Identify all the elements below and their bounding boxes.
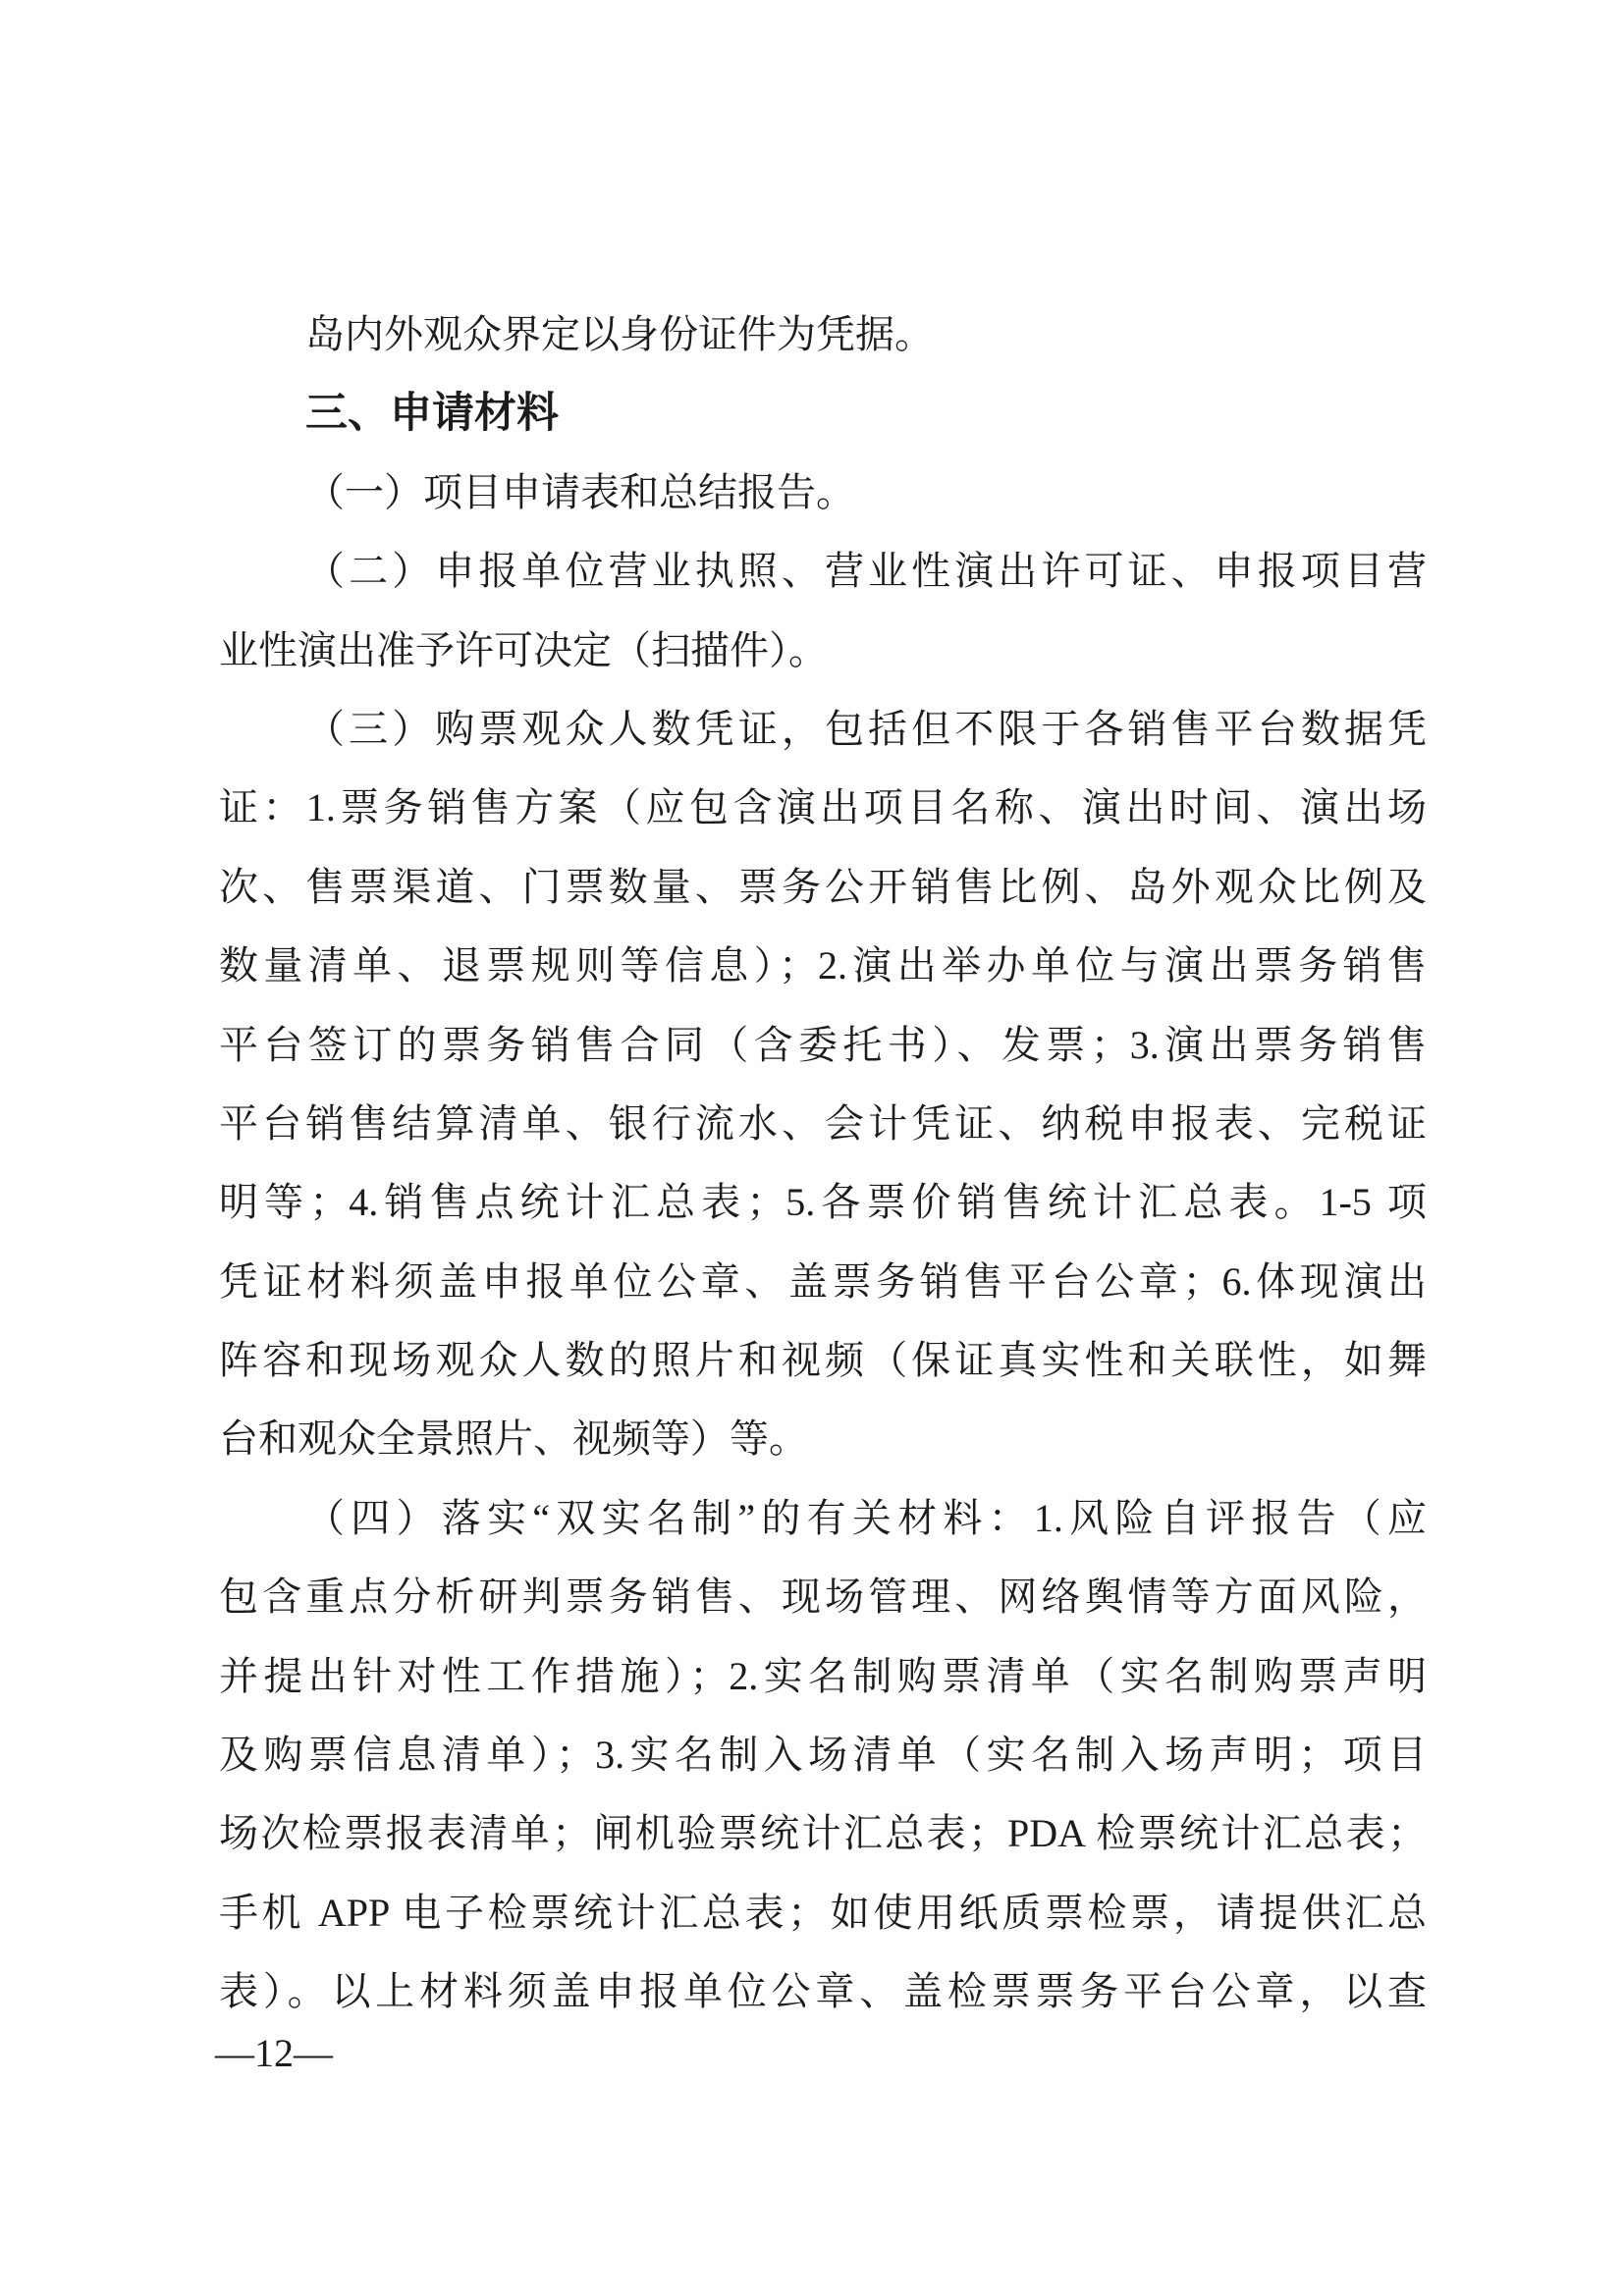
body-line: （三）购票观众人数凭证，包括但不限于各销售平台数据凭 — [305, 706, 1427, 751]
body-text-block — [219, 295, 1427, 2032]
body-line: 平台签订的票务销售合同（含委托书）、发票；3.演出票务销售 — [219, 1022, 1427, 1067]
body-line: （一）项目申请表和总结报告。 — [305, 469, 855, 514]
body-line: 表）。以上材料须盖申报单位公章、盖检票票务平台公章，以查 — [219, 1969, 1427, 2014]
body-line: 手机 APP 电子检票统计汇总表；如使用纸质票检票，请提供汇总 — [219, 1890, 1427, 1935]
section-heading: 三、申请材料 — [305, 390, 559, 438]
body-line: 场次检票报表清单；闸机验票统计汇总表；PDA 检票统计汇总表； — [219, 1811, 1427, 1856]
body-line: 台和观众全景照片、视频等）等。 — [219, 1416, 808, 1462]
body-line: 岛内外观众界定以身份证件为凭据。 — [305, 312, 934, 356]
body-line: 并提出针对性工作措施）；2.实名制购票清单（实名制购票声明 — [219, 1653, 1427, 1698]
body-line: 平台销售结算清单、银行流水、会计凭证、纳税申报表、完税证 — [219, 1100, 1427, 1146]
body-line: （二）申报单位营业执照、营业性演出许可证、申报项目营 — [305, 549, 1427, 594]
body-line: （四）落实“双实名制”的有关材料：1.风险自评报告（应 — [305, 1495, 1427, 1540]
body-line: 数量清单、退票规则等信息）；2.演出举办单位与演出票务销售 — [219, 943, 1427, 988]
body-line: 包含重点分析研判票务销售、现场管理、网络舆情等方面风险， — [219, 1575, 1427, 1620]
body-line: 次、售票渠道、门票数量、票务公开销售比例、岛外观众比例及 — [219, 864, 1427, 909]
body-line: 及购票信息清单）；3.实名制入场清单（实名制入场声明；项目 — [219, 1733, 1427, 1778]
body-line: 凭证材料须盖申报单位公章、盖票务销售平台公章；6.体现演出 — [219, 1258, 1427, 1304]
body-line: 业性演出准予许可决定（扫描件）。 — [219, 627, 828, 672]
body-line: 证：1.票务销售方案（应包含演出项目名称、演出时间、演出场 — [219, 785, 1427, 830]
page-number: —12— — [215, 2031, 333, 2075]
body-line: 明等；4.销售点统计汇总表；5.各票价销售统计汇总表。1-5 项 — [219, 1180, 1427, 1225]
body-line: 阵容和现场观众人数的照片和视频（保证真实性和关联性，如舞 — [219, 1338, 1427, 1383]
